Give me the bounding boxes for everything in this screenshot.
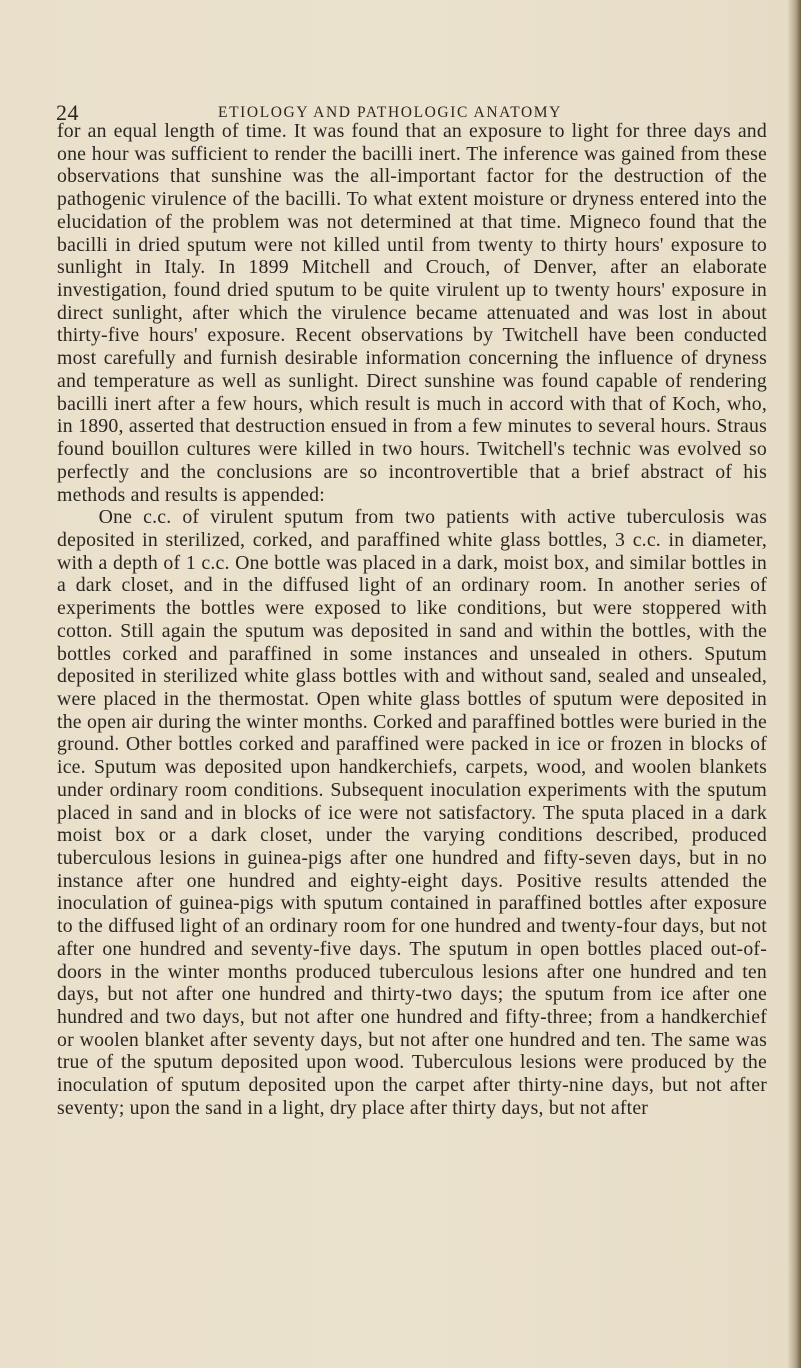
body-text xyxy=(57,120,767,1120)
paragraph-continued: for an equal length of time. It was found that an exposure to light for three days and one hour was sufficient to render the bacilli inert. The inference was gained from these observations that sunshine was the all-important factor for the destruction of the pathogenic virulence of the bacilli. To what extent moisture or dryness entered into the elucidation of the problem was not determined at that time. Migneco found that the bacilli in dried sputum were not killed until from twenty to thirty hours' exposure to sunlight in Italy. In 1899 Mitchell and Crouch, of Denver, after an elaborate investigation, found dried sputum to be quite virulent up to twenty hours' exposure in direct sunlight, after which the virulence became attenuated and was lost in about thirty-five hours' exposure. Recent observations by Twitchell have been conducted most carefully and furnish desirable information concerning the influence of dryness and temperature as well as sunlight. Direct sunshine was found capable of rendering bacilli inert after a few hours, which result is much in accord with that of Koch, who, in 1890, asserted that destruction ensued in from a few minutes to several hours. Straus found bouillon cultures were killed in two hours. Twitchell's technic was evolved so perfectly and the conclusions are so incontrovertible that a brief abstract of his methods and results is appended: xyxy=(57,120,767,506)
page-number: 24 xyxy=(56,100,79,125)
running-head: ETIOLOGY AND PATHOLOGIC ANATOMY xyxy=(218,104,562,121)
paragraph-abstract: One c.c. of virulent sputum from two patients with active tuberculosis was deposited in sterilized, corked, and paraffined white glass bottles, 3 c.c. in diameter, with a depth of 1 c.c. One bottle was placed in a dark, moist box, and similar bottles in a dark closet, and in the diffused light of an ordinary room. In another series of experiments the bottles were exposed to like conditions, but were stoppered with cotton. Still again the sputum was deposited in sand and within the bottles, with the bottles corked and paraffined in some instances and unsealed in others. Sputum deposited in sterilized white glass bottles with and without sand, sealed and unsealed, were placed in the thermostat. Open white glass bottles of sputum were deposited in the open air during the winter months. Corked and paraffined bottles were buried in the ground. Other bottles corked and paraffined were packed in ice or frozen in blocks of ice. Sputum was deposited upon handkerchiefs, carpets, wood, and woolen blankets under ordinary room conditions. Subsequent inoculation experiments with the sputum placed in sand and in blocks of ice were not satisfactory. The sputa placed in a dark moist box or a dark closet, under the varying conditions described, produced tuberculous lesions in guinea-pigs after one hundred and fifty-seven days, but in no instance after one hundred and eighty-eight days. Positive results attended the inoculation of guinea-pigs with sputum contained in paraffined bottles after exposure to the diffused light of an ordinary room for one hundred and twenty-four days, but not after one hundred and seventy-five days. The sputum in open bottles placed out-of-doors in the winter months produced tuberculous lesions after one hundred and ten days, but not after one hundred and thirty-two days; the sputum from ice after one hundred and two days, but not after one hundred and fifty-three; from a handkerchief or woolen blanket after seventy days, but not after one hundred and ten. The same was true of the sputum deposited upon wood. Tuberculous lesions were produced by the inoculation of sputum deposited upon the carpet after thirty-nine days, but not after seventy; upon the sand in a light, dry place after thirty days, but not after xyxy=(57,506,767,1119)
page-edge-shadow xyxy=(787,0,801,1368)
